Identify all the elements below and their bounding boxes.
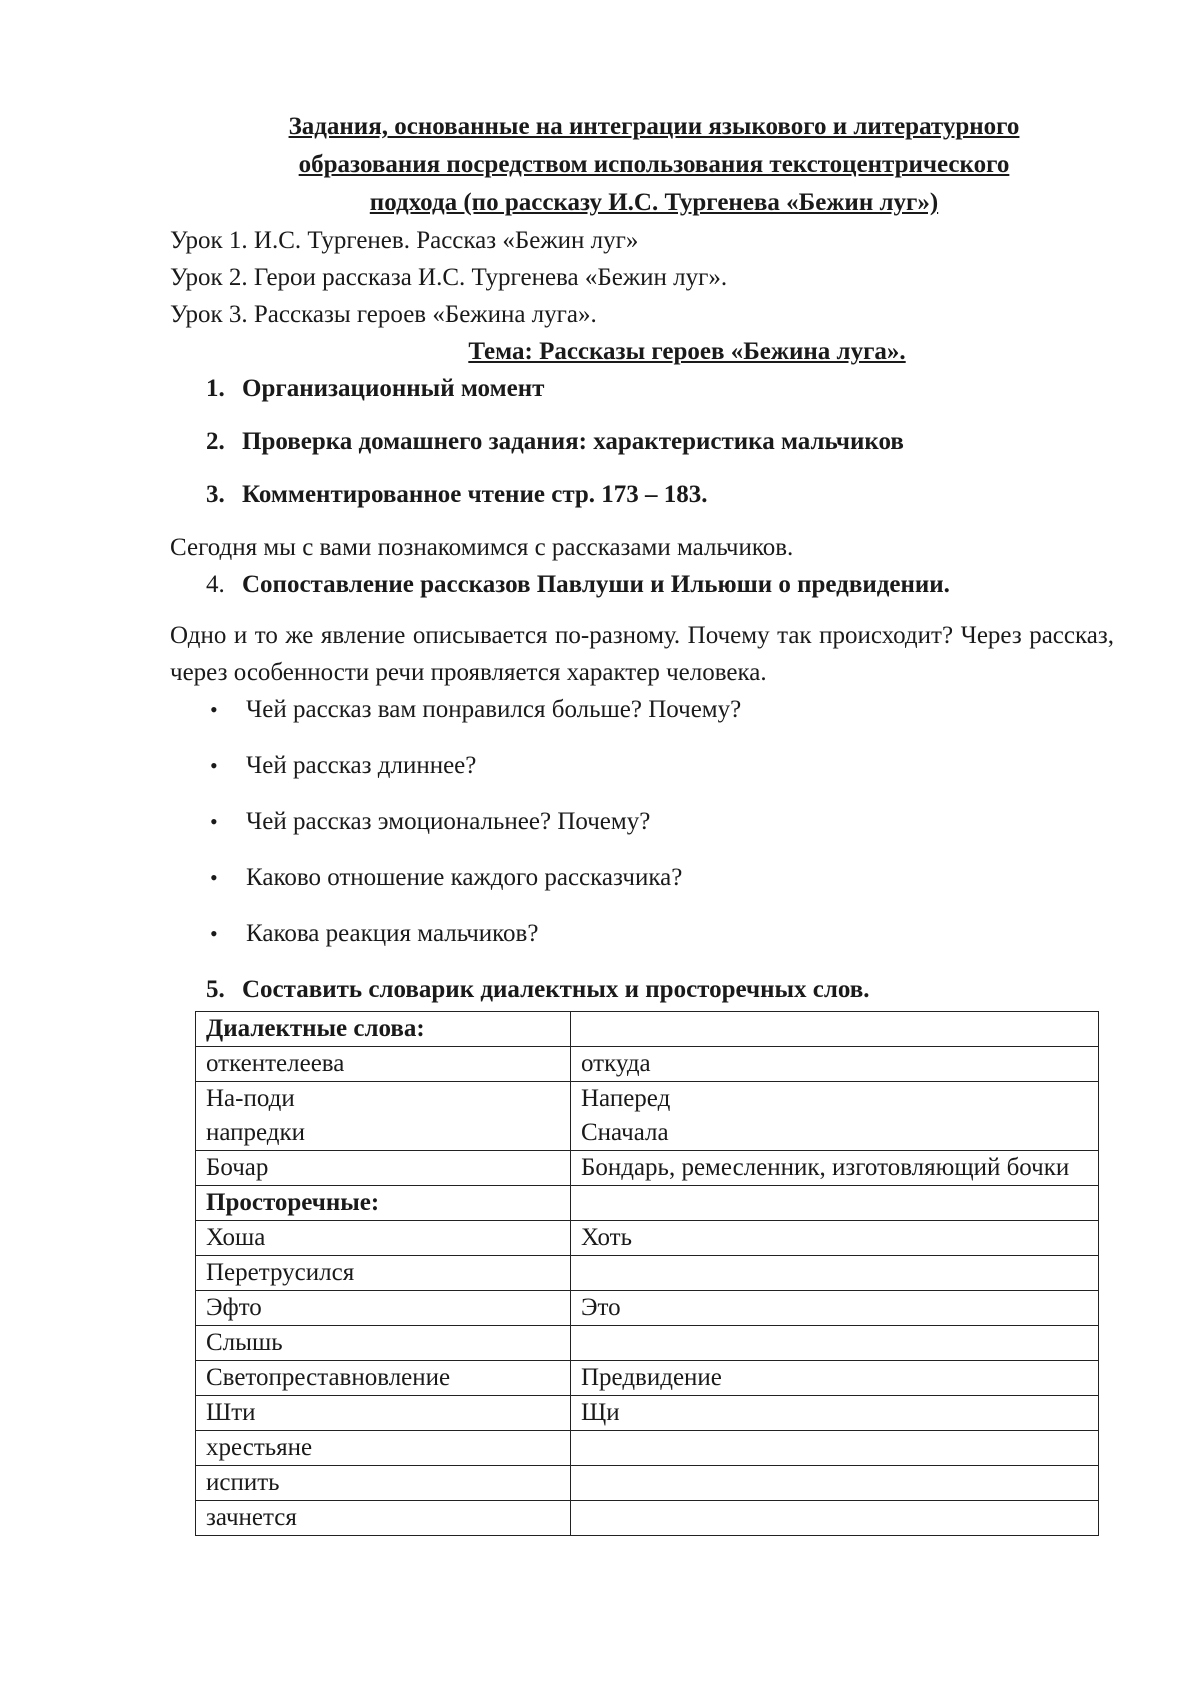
step-text: Проверка домашнего задания: характеристика мальчиков: [242, 428, 904, 455]
step-text: Сопоставление рассказов Павлуши и Ильюши о предвидении.: [242, 571, 950, 598]
table-cell-empty: [571, 1186, 1099, 1221]
word-cell: Слышь: [196, 1326, 571, 1361]
table-row: [196, 1431, 1099, 1466]
step-number: 4.: [206, 571, 225, 598]
word-cell: Перетрусился: [196, 1256, 571, 1291]
question-text: Чей рассказ эмоциональнее? Почему?: [246, 808, 651, 835]
step-number: 1.: [206, 375, 225, 402]
table-row: [196, 1082, 1099, 1151]
list-item: [170, 803, 1114, 840]
step-2: [170, 423, 1114, 460]
meaning-cell: [571, 1256, 1099, 1291]
word-cell: Бочар: [196, 1151, 571, 1186]
table-row: [196, 1012, 1099, 1047]
lesson-2: Урок 2. Герои рассказа И.С. Тургенева «Бежин луг».: [170, 264, 728, 291]
word-cell: Светопреставновление: [196, 1361, 571, 1396]
step-1: [170, 370, 1114, 407]
list-item: [170, 747, 1114, 784]
word-cell: На-поди напредки: [196, 1082, 571, 1151]
step-number: 5.: [206, 976, 225, 1003]
intro-paragraph: Сегодня мы с вами познакомимся с рассказами мальчиков.: [170, 534, 794, 561]
word-cell: испить: [196, 1466, 571, 1501]
bullet-icon: •: [210, 865, 218, 890]
question-text: Чей рассказ вам понравился больше? Почему?: [246, 696, 742, 723]
bullet-icon: •: [210, 921, 218, 946]
word-cell: Хоша: [196, 1221, 571, 1256]
meaning-cell: Предвидение: [571, 1361, 1099, 1396]
dialect-header-cell: Диалектные слова:: [196, 1012, 571, 1047]
step-5: [170, 971, 1114, 1008]
title-line-1: Задания, основанные на интеграции языкового и литературного: [288, 113, 1020, 140]
question-text: Чей рассказ длиннее?: [246, 752, 477, 779]
bullet-icon: •: [210, 697, 218, 722]
step-number: 2.: [206, 428, 225, 455]
word-cell: откентелеева: [196, 1047, 571, 1082]
bullet-icon: •: [210, 809, 218, 834]
meaning-cell: [571, 1326, 1099, 1361]
document-page: [170, 108, 1114, 1008]
list-item: [170, 859, 1114, 896]
meaning-cell: откуда: [571, 1047, 1099, 1082]
table-row: [196, 1396, 1099, 1431]
lesson-1: Урок 1. И.С. Тургенев. Рассказ «Бежин луг»: [170, 227, 639, 254]
step-4-paragraph: Одно и то же явление описывается по-разному. Почему так происходит? Через рассказ, через особенности речи проявляется характер человека.: [170, 622, 1114, 686]
meaning-cell: Наперед Сначала: [571, 1082, 1099, 1151]
table-row: [196, 1256, 1099, 1291]
table-row: [196, 1151, 1099, 1186]
meaning-cell: Бондарь, ремесленник, изготовляющий бочки: [571, 1151, 1099, 1186]
bullet-icon: •: [210, 753, 218, 778]
step-text: Комментированное чтение стр. 173 – 183.: [242, 481, 708, 508]
table-row: [196, 1047, 1099, 1082]
meaning-cell: [571, 1431, 1099, 1466]
document-title: [170, 108, 1114, 222]
list-item: [170, 915, 1114, 952]
colloquial-header-cell: Просторечные:: [196, 1186, 571, 1221]
table-row: [196, 1326, 1099, 1361]
title-line-2: образования посредством использования текстоцентрического: [298, 151, 1010, 178]
question-text: Какова реакция мальчиков?: [246, 920, 539, 947]
table-row: [196, 1361, 1099, 1396]
step-text: Составить словарик диалектных и просторечных слов.: [242, 976, 870, 1003]
step-4: [170, 566, 1114, 603]
table-row: [196, 1186, 1099, 1221]
title-line-3: подхода (по рассказу И.С. Тургенева «Бежин луг»): [369, 189, 939, 216]
table-row: [196, 1466, 1099, 1501]
question-text: Каково отношение каждого рассказчика?: [246, 864, 683, 891]
lesson-3: Урок 3. Рассказы героев «Бежина луга».: [170, 301, 597, 328]
table-row: [196, 1291, 1099, 1326]
table-row: [196, 1221, 1099, 1256]
meaning-cell: Хоть: [571, 1221, 1099, 1256]
word-cell: Эфто: [196, 1291, 571, 1326]
table-row: [196, 1501, 1099, 1536]
table-cell-empty: [571, 1012, 1099, 1047]
list-item: [170, 691, 1114, 728]
meaning-cell: Это: [571, 1291, 1099, 1326]
meaning-cell: [571, 1466, 1099, 1501]
step-3: [170, 476, 1114, 513]
question-list: [170, 691, 1114, 952]
step-text: Организационный момент: [242, 375, 545, 402]
step-number: 3.: [206, 481, 225, 508]
word-cell: зачнется: [196, 1501, 571, 1536]
word-cell: хрестьяне: [196, 1431, 571, 1466]
word-cell: Шти: [196, 1396, 571, 1431]
meaning-cell: [571, 1501, 1099, 1536]
vocabulary-table: [195, 1011, 1099, 1536]
meaning-cell: Щи: [571, 1396, 1099, 1431]
lesson-theme: Тема: Рассказы героев «Бежина луга».: [468, 338, 906, 365]
